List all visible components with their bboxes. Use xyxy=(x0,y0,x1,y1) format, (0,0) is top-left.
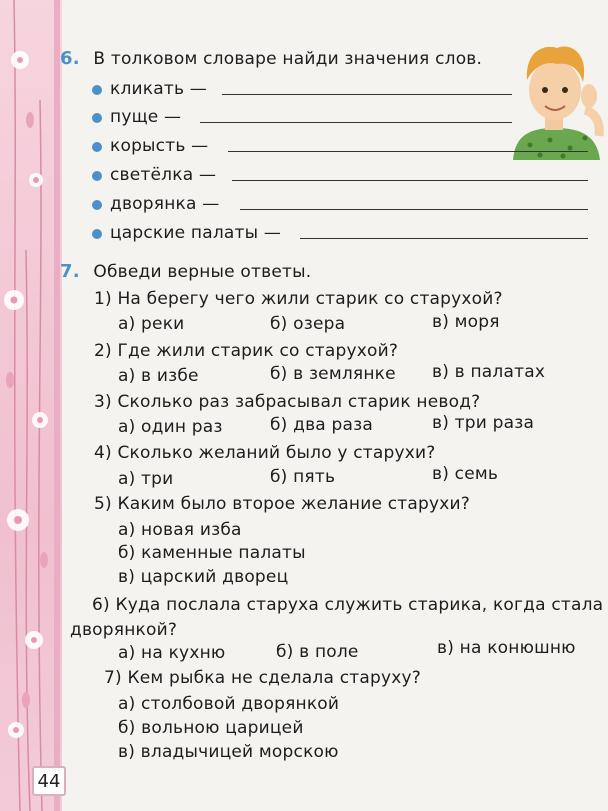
question: 4) Сколько желаний было у старухи? xyxy=(94,443,436,463)
answer-line[interactable] xyxy=(240,209,588,210)
page-number: 44 xyxy=(32,766,66,796)
answer-line[interactable] xyxy=(232,180,588,181)
answer-option[interactable]: б) пять xyxy=(270,467,336,487)
answer-option[interactable]: в) три раза xyxy=(432,413,535,433)
answer-option[interactable]: а) столбовой дворянкой xyxy=(118,694,340,714)
bullet-icon xyxy=(92,113,102,123)
answer-option[interactable]: в) владычицей морскою xyxy=(118,742,339,762)
answer-option[interactable]: в) царский дворец xyxy=(118,567,289,587)
answer-option[interactable]: в) моря xyxy=(432,312,500,332)
answer-option[interactable]: а) реки xyxy=(118,314,185,334)
task6-header xyxy=(60,49,482,69)
bullet-icon xyxy=(92,85,102,95)
answer-option[interactable]: б) два раза xyxy=(270,415,373,435)
question-continuation: дворянкой? xyxy=(70,620,178,640)
answer-option[interactable]: а) один раз xyxy=(118,417,223,437)
word-item: пуще — xyxy=(110,107,182,127)
answer-option[interactable]: в) в палатах xyxy=(432,362,546,382)
answer-line[interactable] xyxy=(228,151,588,152)
task6-instruction: В толковом словаре найди значения слов. xyxy=(93,49,483,69)
answer-option[interactable]: б) каменные палаты xyxy=(118,543,306,563)
answer-option[interactable]: б) озера xyxy=(270,314,346,334)
word-item: дворянка — xyxy=(110,194,220,214)
word-item: корысть — xyxy=(110,136,209,156)
answer-option[interactable]: а) три xyxy=(118,469,174,489)
question: 3) Сколько раз забрасывал старик невод? xyxy=(94,392,481,412)
question: 6) Куда послала старуха служить старика, когда стала xyxy=(92,595,604,615)
question: 1) На берегу чего жили старик со старухой? xyxy=(94,289,503,309)
answer-option[interactable]: а) в избе xyxy=(118,366,199,386)
bullet-icon xyxy=(92,229,102,239)
answer-option[interactable]: а) на кухню xyxy=(118,643,226,663)
bullet-icon xyxy=(92,142,102,152)
question: 2) Где жили старик со старухой? xyxy=(94,341,399,361)
bullet-icon xyxy=(92,200,102,210)
bullet-icon xyxy=(92,171,102,181)
task7-number: 7. xyxy=(60,261,80,282)
answer-line[interactable] xyxy=(300,238,588,239)
answer-line[interactable] xyxy=(200,122,512,123)
answer-option[interactable]: в) на конюшню xyxy=(437,638,576,658)
answer-option[interactable]: б) вольною царицей xyxy=(118,718,304,738)
answer-option[interactable]: б) в землянке xyxy=(270,364,396,384)
answer-option[interactable]: в) семь xyxy=(432,464,499,484)
word-item: кликать — xyxy=(110,79,207,99)
answer-line[interactable] xyxy=(222,94,512,95)
word-item: царские палаты — xyxy=(110,223,282,243)
word-item: светёлка — xyxy=(110,165,217,185)
task6-number: 6. xyxy=(60,48,80,69)
answer-option[interactable]: б) в поле xyxy=(276,642,359,662)
question: 7) Кем рыбка не сделала старуху? xyxy=(104,668,421,688)
task7-instruction: Обведи верные ответы. xyxy=(93,262,312,282)
answer-option[interactable]: а) новая изба xyxy=(118,520,242,540)
task7-header xyxy=(60,262,311,282)
question: 5) Каким было второе желание старухи? xyxy=(94,494,470,514)
